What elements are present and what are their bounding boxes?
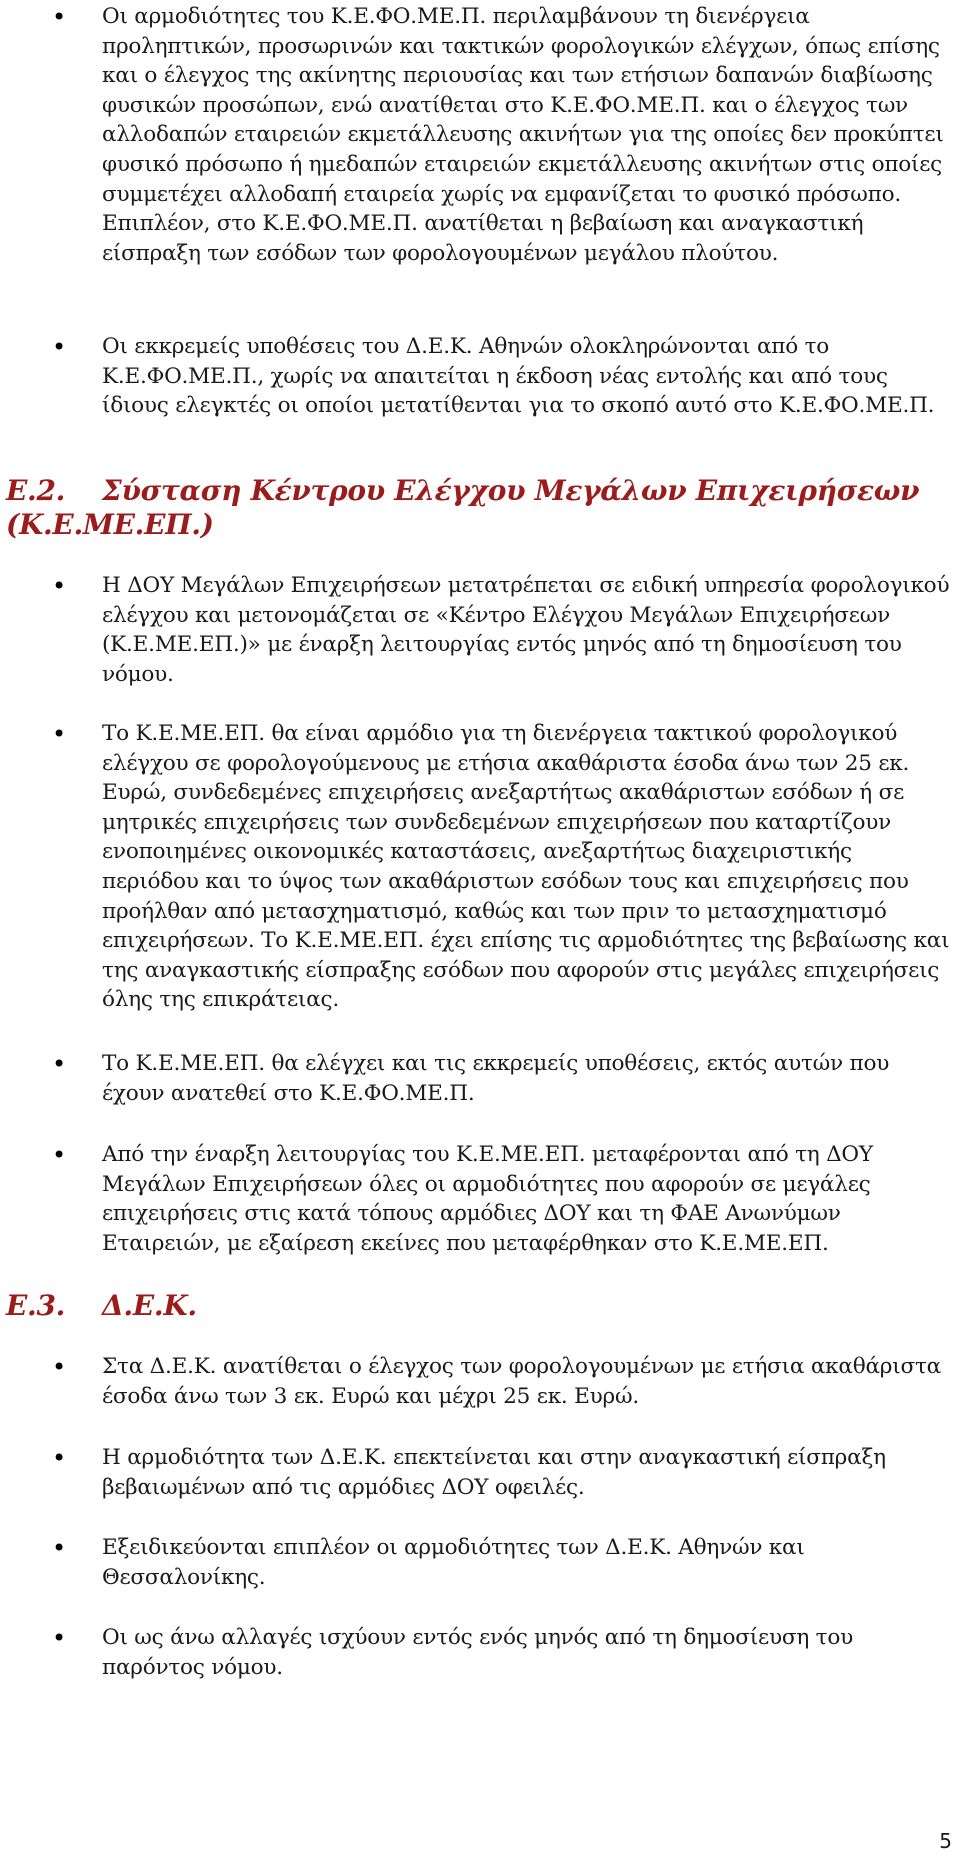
paragraph-text: Η αρμοδιότητα των Δ.Ε.Κ. επεκτείνεται και στην αναγκαστική είσπραξη βεβαιωμένων από τις αρμόδιες ΔΟΥ οφειλές. [102, 1445, 886, 1500]
bullet-marker: • [52, 720, 67, 748]
paragraph-text: Από την έναρξη λειτουργίας του Κ.Ε.ΜΕ.ΕΠ. μεταφέρονται από τη ΔΟΥ Μεγάλων Επιχειρήσεων όλες οι αρμοδιότητες που αφορούν σε μεγάλες επιχειρήσεις στις κατά τόπους αρμόδιες ΔΟΥ και τη ΦΑΕ Ανωνύμων Εταιρειών, με εξαίρεση εκείνες που μεταφέρθηκαν στο Κ.Ε.ΜΕ.ΕΠ. [102, 1142, 873, 1256]
bullet-marker: • [52, 333, 67, 361]
section-heading [6, 474, 946, 542]
bullet-marker: • [52, 1141, 67, 1169]
section-title: Δ.Ε.Κ. [102, 1289, 197, 1322]
section-heading [6, 1289, 946, 1323]
section-number: Ε.3. [6, 1289, 66, 1322]
section-number: Ε.2. [6, 474, 66, 507]
paragraph-text: Το Κ.Ε.ΜΕ.ΕΠ. θα είναι αρμόδιο για τη διενέργεια τακτικού φορολογικού ελέγχου σε φορολογούμενους με ετήσια ακαθάριστα έσοδα άνω των 25 εκ. Ευρώ, συνδεδεμένες επιχειρήσεις ανεξαρτήτως ακαθάριστων εσόδων ή σε μητρικές επιχειρήσεις των συνδεδεμένων επιχειρήσεων που καταρτίζουν ενοποιημένες οικονομικές καταστάσεις, ανεξαρτήτως διαχειριστικής περιόδου και το ύψος των ακαθάριστων εσόδων τους και επιχειρήσεις που προήλθαν από μετασχηματισμό, καθώς και των πριν το μετασχηματισμό επιχειρήσεων. Το Κ.Ε.ΜΕ.ΕΠ. έχει επίσης τις αρμοδιότητες της βεβαίωσης και της αναγκαστικής είσπραξης εσόδων που αφορούν στις μεγάλες επιχειρήσεις όλης της επικράτειας. [102, 721, 950, 1013]
bullet-marker: • [52, 1353, 67, 1381]
bullet-marker: • [52, 1624, 67, 1652]
bullet-marker: • [52, 1444, 67, 1472]
paragraph-text: Οι αρμοδιότητες του Κ.Ε.ΦΟ.ΜΕ.Π. περιλαμβάνουν τη διενέργεια προληπτικών, προσωρινών και τακτικών φορολογικών ελέγχων, όπως επίσης και ο έλεγχος της ακίνητης περιουσίας και των ετήσιων δαπανών διαβίωσης φυσικών προσώπων, ενώ ανατίθεται στο Κ.Ε.ΦΟ.ΜΕ.Π. και ο έλεγχος των αλλοδαπών εταιρειών εκμετάλλευσης ακινήτων για της οποίες δεν προκύπτει φυσικό πρόσωπο ή ημεδαπών εταιρειών εκμετάλλευσης ακινήτων στις οποίες συμμετέχει αλλοδαπή εταιρεία χωρίς να εμφανίζεται το φυσικό πρόσωπο. Επιπλέον, στο Κ.Ε.ΦΟ.ΜΕ.Π. ανατίθεται η βεβαίωση και αναγκαστική είσπραξη των εσόδων των φορολογουμένων μεγάλου πλούτου. [102, 4, 944, 266]
bullet-marker: • [52, 572, 67, 600]
bullet-marker: • [52, 1050, 67, 1078]
paragraph-text: Οι εκκρεμείς υποθέσεις του Δ.Ε.Κ. Αθηνών ολοκληρώνονται από το Κ.Ε.ΦΟ.ΜΕ.Π., χωρίς να απαιτείται η έκδοση νέας εντολής και από τους ίδιους ελεγκτές οι οποίοι μετατίθενται για το σκοπό αυτό στο Κ.Ε.ΦΟ.ΜΕ.Π. [102, 334, 935, 419]
paragraph-text: Οι ως άνω αλλαγές ισχύουν εντός ενός μηνός από τη δημοσίευση του παρόντος νόμου. [102, 1625, 853, 1680]
paragraph-text: Στα Δ.Ε.Κ. ανατίθεται ο έλεγχος των φορολογουμένων με ετήσια ακαθάριστα έσοδα άνω των 3 εκ. Ευρώ και μέχρι 25 εκ. Ευρώ. [102, 1354, 941, 1409]
section-title: Σύσταση Κέντρου Ελέγχου Μεγάλων Επιχειρήσεων (Κ.Ε.ΜΕ.ΕΠ.) [6, 474, 920, 541]
bullet-marker: • [52, 3, 67, 31]
bullet-marker: • [52, 1534, 67, 1562]
paragraph-text: Εξειδικεύονται επιπλέον οι αρμοδιότητες των Δ.Ε.Κ. Αθηνών και Θεσσαλονίκης. [102, 1535, 805, 1590]
page-number: 5 [939, 1829, 952, 1853]
paragraph-text: Το Κ.Ε.ΜΕ.ΕΠ. θα ελέγχει και τις εκκρεμείς υποθέσεις, εκτός αυτών που έχουν ανατεθεί στο Κ.Ε.ΦΟ.ΜΕ.Π. [102, 1051, 890, 1106]
paragraph-text: Η ΔΟΥ Μεγάλων Επιχειρήσεων μετατρέπεται σε ειδική υπηρεσία φορολογικού ελέγχου και μετονομάζεται σε «Κέντρο Ελέγχου Μεγάλων Επιχειρήσεων (Κ.Ε.ΜΕ.ΕΠ.)» με έναρξη λειτουργίας εντός μηνός από τη δημοσίευση του νόμου. [102, 573, 950, 687]
